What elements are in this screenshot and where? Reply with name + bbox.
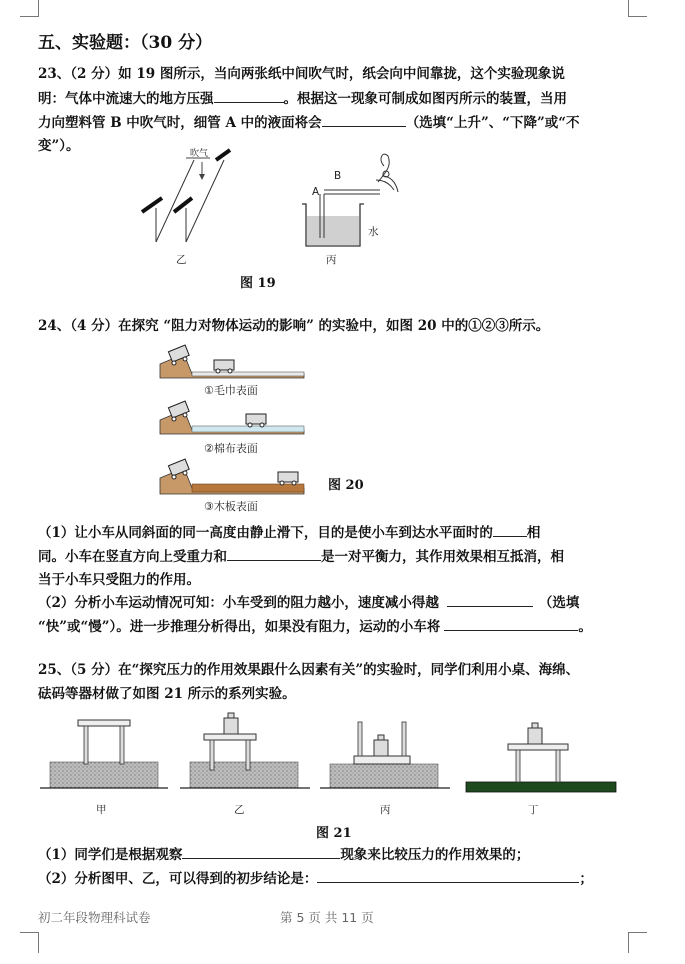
- q24-blank-fast-slow[interactable]: [447, 592, 533, 607]
- q23-line2: [38, 88, 567, 109]
- q24-p2-line1: [38, 592, 579, 613]
- q23-line3-text-b: （选填“上升”、“下降”或“不: [405, 115, 580, 131]
- q24-p1-line1: [38, 522, 540, 543]
- q23-line3: [38, 112, 580, 133]
- cart-on-surface-3: [278, 472, 298, 485]
- q24-p1-line2-text-a: 同。小车在竖直方向上受重力和: [38, 549, 227, 565]
- q23-line2-text-a: 明：气体中流速大的地方压强: [38, 91, 214, 107]
- fig19-label-A: A: [312, 186, 320, 198]
- q24-blank-balance-force[interactable]: [227, 546, 321, 561]
- q23-blank-level[interactable]: [322, 112, 406, 127]
- q23-line4: 变”）。: [38, 138, 80, 154]
- q25-blank-observe[interactable]: [182, 844, 340, 859]
- q24-blank-speed[interactable]: [493, 522, 527, 537]
- fig21-label-jia: 甲: [96, 804, 107, 816]
- figure-19-caption: 图 19: [240, 276, 276, 291]
- q24-p2-line1-text-a: （2）分析小车运动情况可知：小车受到的阻力越小，速度减小得越: [38, 595, 439, 611]
- cart-on-surface-1: [214, 360, 234, 373]
- q25-line2: 砝码等器材做了如图 21 所示的系列实验。: [38, 686, 296, 702]
- q24-blank-no-friction[interactable]: [444, 616, 578, 631]
- experiment-bing: [320, 722, 450, 788]
- q25-p2: [38, 868, 593, 889]
- q25-p2-text-a: （2）分析图甲、乙，可以得到的初步结论是：: [38, 871, 318, 887]
- crop-mark-bottom-left: [20, 932, 39, 953]
- fig19-label-B: B: [334, 170, 342, 182]
- fig20-surface-towel: ①毛巾表面: [204, 384, 258, 397]
- q23-blank-pressure[interactable]: [214, 88, 284, 103]
- fig19-label-water: 水: [368, 226, 379, 238]
- experiment-ding: [466, 723, 616, 792]
- figure-19-beaker: [298, 146, 408, 252]
- q25-p1-text-a: （1）同学们是根据观察: [38, 847, 183, 863]
- q23-line1: 23、（2 分）如 19 图所示，当向两张纸中间吹气时，纸会向中间靠拢，这个实验现象说: [38, 66, 565, 82]
- q25-p1: [38, 844, 529, 865]
- crop-mark-top-left: [20, 0, 39, 17]
- figure-20-caption: 图 20: [328, 478, 364, 493]
- q24-p2-line2: [38, 616, 592, 637]
- q24-p1-line2: [38, 546, 564, 567]
- cart-on-surface-2: [246, 414, 266, 427]
- q24-p2-line2-text-a: “快”或“慢”）。进一步推理分析得出，如果没有阻力，运动的小车将: [38, 619, 441, 635]
- q23-line2-text-b: 。根据这一现象可制成如图丙所示的装置，当用: [283, 91, 567, 107]
- fig21-label-ding: 丁: [528, 804, 539, 816]
- fig19-label-blow: 吹气: [190, 149, 209, 159]
- footer-page-number: 第 5 页 共 11 页: [280, 910, 374, 925]
- figure-21-experiments: [38, 710, 638, 800]
- fig19-label-bing: 丙: [326, 254, 337, 266]
- experiment-jia: [40, 720, 168, 788]
- q24-p1-line2-text-b: 是一对平衡力，其作用效果相互抵消，相: [321, 549, 564, 565]
- q25-p1-text-b: 现象来比较压力的作用效果的；: [340, 847, 530, 863]
- fig21-label-yi: 乙: [234, 804, 245, 816]
- fig19-label-yi: 乙: [176, 254, 187, 266]
- q24-p1-line1-text-a: （1）让小车从同斜面的同一高度由静止滑下，目的是使小车到达水平面时的: [38, 525, 493, 541]
- figure-21-caption: 图 21: [316, 826, 352, 841]
- footer-left: 初二年段物理科试卷: [38, 910, 151, 925]
- experiment-yi: [180, 713, 310, 788]
- fig20-surface-wood: ③木板表面: [204, 500, 258, 513]
- crop-mark-bottom-right: [628, 932, 647, 953]
- section-title: 五、实验题：（30 分）: [38, 33, 213, 53]
- q24-p1-line1-text-b: 相: [526, 525, 541, 541]
- figure-19-paper-blow: [140, 146, 240, 254]
- q25-line1: 25、（5 分）在“探究压力的作用效果跟什么因素有关”的实验时，同学们利用小桌、海绵、: [38, 662, 580, 678]
- q25-p2-text-b: ；: [579, 871, 593, 887]
- q24-line1: 24、（4 分）在探究 “阻力对物体运动的影响” 的实验中，如图 20 中的①②③所示。: [38, 318, 550, 334]
- fig21-label-bing: 丙: [380, 804, 391, 816]
- fig20-surface-cotton: ②棉布表面: [204, 442, 258, 455]
- q25-blank-conclusion[interactable]: [317, 868, 579, 883]
- q23-line3-text-a: 力向塑料管 B 中吹气时，细管 A 中的液面将会: [38, 115, 322, 131]
- crop-mark-top-right: [628, 0, 647, 17]
- q24-p2-line1-text-b: （选填: [538, 595, 580, 611]
- figure-20-ramps: [158, 338, 308, 498]
- q24-p1-line3: 当于小车只受阻力的作用。: [38, 572, 200, 588]
- q24-p2-line2-text-b: 。: [578, 619, 592, 635]
